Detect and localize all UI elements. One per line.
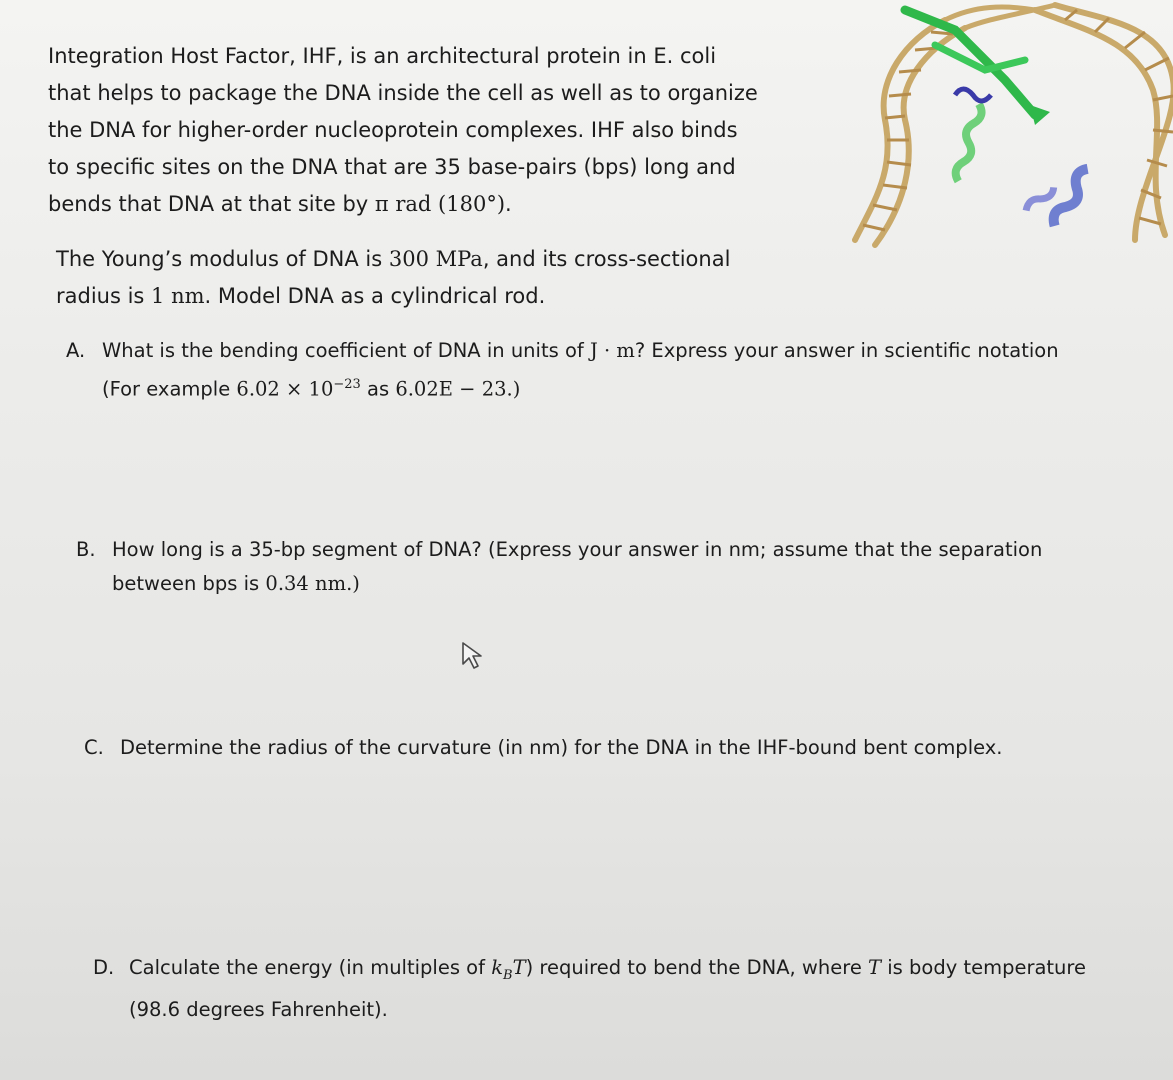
question-text: is body temperature (881, 956, 1087, 979)
protein-green-strands (905, 10, 1050, 183)
question-b-line2 (76, 567, 1042, 601)
unit-j-m: J · m (589, 339, 635, 362)
bend-angle: π rad (180°) (374, 192, 506, 216)
question-d (93, 951, 1086, 1027)
protein-blue-helix (1024, 166, 1093, 229)
temperature-symbol: T (512, 956, 526, 979)
question-a-line1 (66, 334, 1059, 368)
question-text: Calculate the energy (in multiples of (129, 956, 492, 979)
question-text: ? Express your answer in scientific notation (634, 339, 1059, 362)
ihf-dna-structure-image (835, 0, 1173, 250)
question-text: as (360, 377, 396, 401)
intro-line: to specific sites on the DNA that are 35 base-pairs (bps) long and (48, 155, 736, 179)
question-d-line1 (93, 951, 1086, 993)
model-text: , and its cross-sectional (482, 247, 731, 271)
question-a-line2 (66, 368, 1059, 407)
question-letter: C. (84, 736, 104, 759)
question-c (84, 731, 1003, 765)
example-number: 6.02 × 10 (236, 377, 334, 401)
question-text: (98.6 degrees Fahrenheit). (129, 997, 388, 1021)
model-line (56, 278, 816, 315)
radius-value: 1 nm (151, 284, 205, 308)
intro-line: Integration Host Factor, IHF, is an architectural protein in E. coli (48, 44, 717, 68)
example-sci-notation: 6.02E − 23.) (395, 377, 521, 401)
question-c-line1 (84, 731, 1003, 765)
boltzmann-k: k (491, 956, 504, 979)
question-a (66, 334, 1059, 407)
intro-line5-prefix: bends that DNA at that site by (48, 192, 375, 216)
model-line (56, 241, 816, 278)
question-letter: D. (93, 956, 115, 979)
temperature-symbol: T (868, 956, 882, 979)
bp-separation-value: 0.34 nm.) (265, 572, 360, 595)
question-text: (For example (102, 377, 237, 401)
model-text: The Young’s modulus of DNA is (56, 247, 389, 271)
model-text: . Model DNA as a cylindrical rod. (204, 284, 546, 308)
intro-line: that helps to package the DNA inside the cell as well as to organize (48, 81, 758, 105)
model-text: radius is (56, 284, 152, 308)
example-exponent: −23 (333, 377, 361, 392)
question-text: between bps is (112, 572, 266, 595)
youngs-modulus-value: 300 MPa (388, 247, 483, 271)
question-text: What is the bending coefficient of DNA in units of (102, 339, 590, 362)
intro-line (48, 186, 828, 223)
question-b (76, 533, 1042, 601)
question-text: How long is a 35-bp segment of DNA? (Express your answer in nm; assume that the separation (112, 538, 1043, 561)
boltzmann-subscript: B (503, 967, 513, 983)
question-text: Determine the radius of the curvature (in nm) for the DNA in the IHF-bound bent complex. (120, 736, 1003, 759)
question-b-line1 (76, 533, 1042, 567)
question-letter: B. (76, 538, 96, 561)
mouse-cursor-icon (460, 640, 488, 670)
dna-helix-top (945, 5, 1055, 28)
model-paragraph (56, 241, 816, 315)
question-text: ) required to bend the DNA, where (525, 956, 869, 979)
intro-line: the DNA for higher-order nucleoprotein complexes. IHF also binds (48, 118, 738, 142)
intro-paragraph (48, 38, 828, 223)
question-d-line2 (93, 993, 1086, 1027)
intro-line5-suffix: . (505, 192, 512, 216)
dna-helix-right (1035, 5, 1173, 240)
question-letter: A. (66, 339, 86, 362)
